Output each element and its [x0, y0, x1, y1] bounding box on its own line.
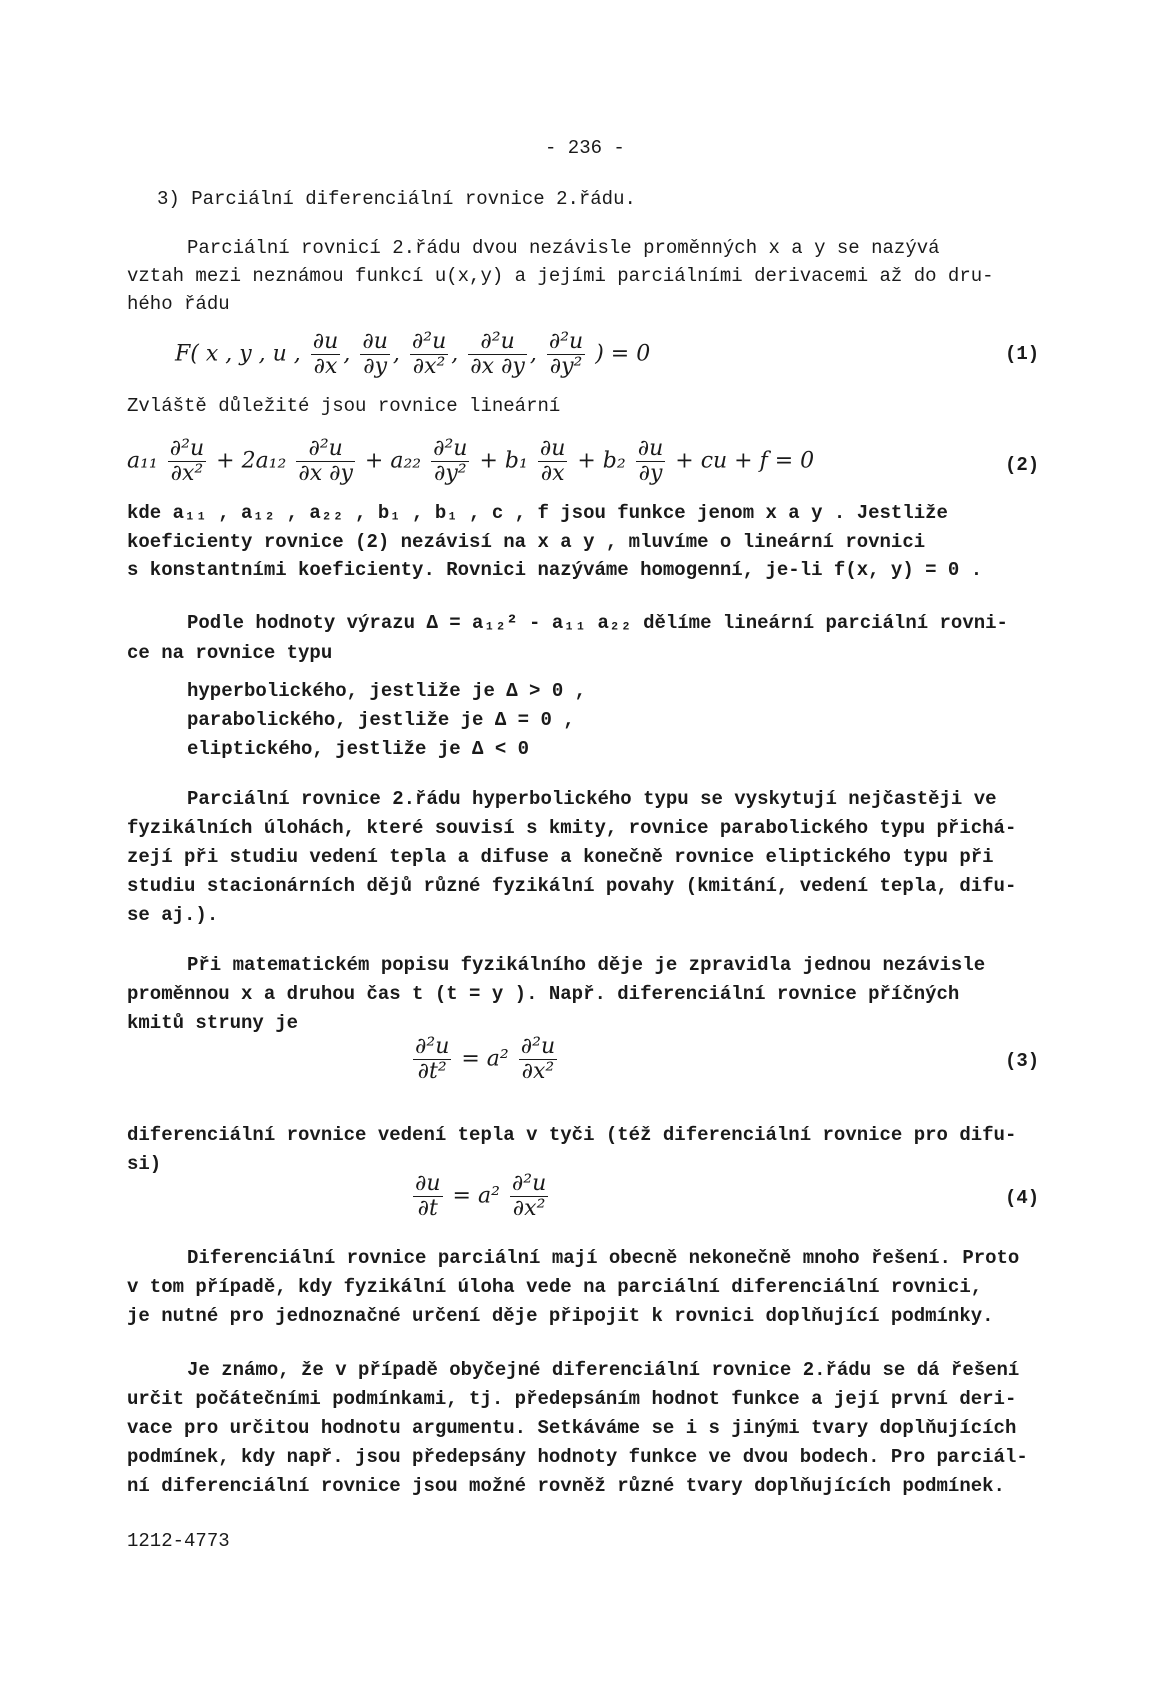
- para2-line2: koeficienty rovnice (2) nezávisí na x a y , mluvíme o lineární rovnici: [127, 531, 926, 553]
- para4-line4: studiu stacionárních dějů různé fyzikální povahy (kmitání, vedení tepla, difu-: [127, 875, 1017, 897]
- para8-line3: vace pro určitou hodnotu argumentu. Setkáváme se i s jinými tvary doplňujících: [127, 1417, 1017, 1439]
- para1-line2: vztah mezi neznámou funkcí u(x,y) a jejími parciálními derivacemi až do dru-: [127, 265, 994, 287]
- para8-line4: podmínek, kdy např. jsou předepsány hodnoty funkce ve dvou bodech. Pro parciál-: [127, 1446, 1028, 1468]
- para7-line3: je nutné pro jednoznačné určení děje připojit k rovnici doplňující podmínky.: [127, 1305, 994, 1327]
- linear-intro: Zvláště důležité jsou rovnice lineární: [127, 395, 561, 417]
- para1-line1: Parciální rovnicí 2.řádu dvou nezávisle proměnných x a y se nazývá: [187, 237, 940, 259]
- para5-line2: proměnnou x a druhou čas t (t = y ). Např. diferenciální rovnice příčných: [127, 983, 960, 1005]
- eq1-frac1: $\frac{\partial u}{\partial x}$: [312, 329, 339, 379]
- eq3-equals: = a²: [461, 1046, 509, 1072]
- equation-3-number: (3): [1005, 1050, 1040, 1072]
- eq1-frac5: $\frac{\text{∂²u}}{\text{∂y²}}$: [548, 329, 584, 379]
- para8-line2: určit počátečními podmínkami, tj. předepsáním hodnot funkce a její první deri-: [127, 1388, 1017, 1410]
- eq1-frac4: $\frac{\text{∂²u}}{\partial x \partial y}$: [470, 329, 525, 379]
- type-elliptic: eliptického, jestliže je Δ < 0: [187, 738, 530, 760]
- equation-2: [127, 437, 814, 486]
- eq2-frac2: $\frac{\text{∂²u}}{\partial x \partial y}$: [298, 436, 353, 486]
- para8-line1: Je známo, že v případě obyčejné diferenciální rovnice 2.řádu se dá řešení: [187, 1359, 1020, 1381]
- eq2-frac1: $\frac{\text{∂²u}}{\text{∂x²}}$: [169, 436, 205, 486]
- para8-line5: ní diferenciální rovnice jsou možné rovněž různé tvary doplňujících podmínek.: [127, 1475, 1005, 1497]
- para4-line2: fyzikálních úlohách, které souvisí s kmity, rovnice parabolického typu přichá-: [127, 817, 1017, 839]
- para4-line5: se aj.).: [127, 904, 219, 926]
- eq4-equals: = a²: [452, 1183, 500, 1209]
- para5-line3: kmitů struny je: [127, 1012, 299, 1034]
- equation-4-number: (4): [1005, 1187, 1040, 1209]
- type-parabolic: parabolického, jestliže je Δ = 0 ,: [187, 709, 575, 731]
- para2-line1: kde a₁₁ , a₁₂ , a₂₂ , b₁ , b₁ , c , f jsou funkce jenom x a y . Jestliže: [127, 502, 948, 524]
- eq4-lhs-frac: $\frac{\partial u}{\partial t}$: [415, 1171, 441, 1221]
- eq1-lhs: F( x , y , u ,: [175, 341, 301, 367]
- equation-2-number: (2): [1005, 454, 1040, 476]
- equation-3: [410, 1035, 560, 1084]
- type-hyperbolic: hyperbolického, jestliže je Δ > 0 ,: [187, 680, 587, 702]
- eq3-lhs-frac: $\frac{\text{∂²u}}{\text{∂t²}}$: [415, 1034, 450, 1084]
- eq2-rest: + cu + f = 0: [675, 448, 815, 474]
- eq1-rhs: ) = 0: [595, 341, 651, 367]
- eq1-frac3: $\frac{\text{∂²u}}{\text{∂x²}}$: [411, 329, 447, 379]
- eq3-rhs-frac: $\frac{\text{∂²u}}{\text{∂x²}}$: [520, 1034, 556, 1084]
- equation-1: F( x , y , u , $\frac{\partial u}{\partial x}$ , $\frac{\partial u}{\partial y}$ , $\frac{\text{∂²u}}{\text{∂x²}}$ , $\frac{\text{∂²u}}{\partial x \partial y}$ , $\frac{\text{∂²u}}{\text{∂y²}}$ ) = 0: [175, 329, 651, 379]
- para3-line2: ce na rovnice typu: [127, 642, 333, 664]
- footer-code: 1212-4773: [127, 1530, 230, 1552]
- eq2-frac5: $\frac{\partial u}{\partial y}$: [637, 436, 664, 486]
- para2-line3: s konstantními koeficienty. Rovnici nazýváme homogenní, je-li f(x, y) = 0 .: [127, 559, 983, 581]
- section-title: 3) Parciální diferenciální rovnice 2.řádu.: [157, 188, 636, 210]
- para4-line1: Parciální rovnice 2.řádu hyperbolického typu se vyskytují nejčastěji ve: [187, 788, 997, 810]
- eq1-frac2: $\frac{\partial u}{\partial y}$: [362, 329, 388, 379]
- para7-line2: v tom případě, kdy fyzikální úloha vede na parciální diferenciální rovnici,: [127, 1276, 983, 1298]
- para7-line1: Diferenciální rovnice parciální mají obecně nekonečně mnoho řešení. Proto: [187, 1247, 1020, 1269]
- eq2-a12: + 2a₁₂: [216, 448, 287, 474]
- para3-line1: Podle hodnoty výrazu Δ = a₁₂² - a₁₁ a₂₂ dělíme lineární parciální rovni-: [187, 612, 1008, 634]
- eq4-rhs-frac: $\frac{\text{∂²u}}{\text{∂x²}}$: [511, 1171, 547, 1221]
- page-number: - 236 -: [545, 137, 625, 159]
- para6-line1: diferenciální rovnice vedení tepla v tyči (též diferenciální rovnice pro difu-: [127, 1124, 1017, 1146]
- eq2-frac3: $\frac{\text{∂²u}}{\text{∂y²}}$: [433, 436, 468, 486]
- para6-line2: si): [127, 1153, 162, 1175]
- eq2-b2: + b₂: [577, 448, 626, 474]
- equation-1-number: (1): [1005, 343, 1040, 365]
- eq2-a22: + a₂₂: [364, 448, 422, 474]
- equation-4: [410, 1172, 551, 1221]
- para4-line3: zejí při studiu vedení tepla a difuse a konečně rovnice eliptického typu při: [127, 846, 994, 868]
- para5-line1: Při matematickém popisu fyzikálního děje je zpravidla jednou nezávisle: [187, 954, 986, 976]
- para1-line3: hého řádu: [127, 293, 230, 315]
- eq2-frac4: $\frac{\partial u}{\partial x}$: [539, 436, 566, 486]
- eq2-a11: a₁₁: [127, 448, 158, 474]
- eq2-b1: + b₁: [479, 448, 528, 474]
